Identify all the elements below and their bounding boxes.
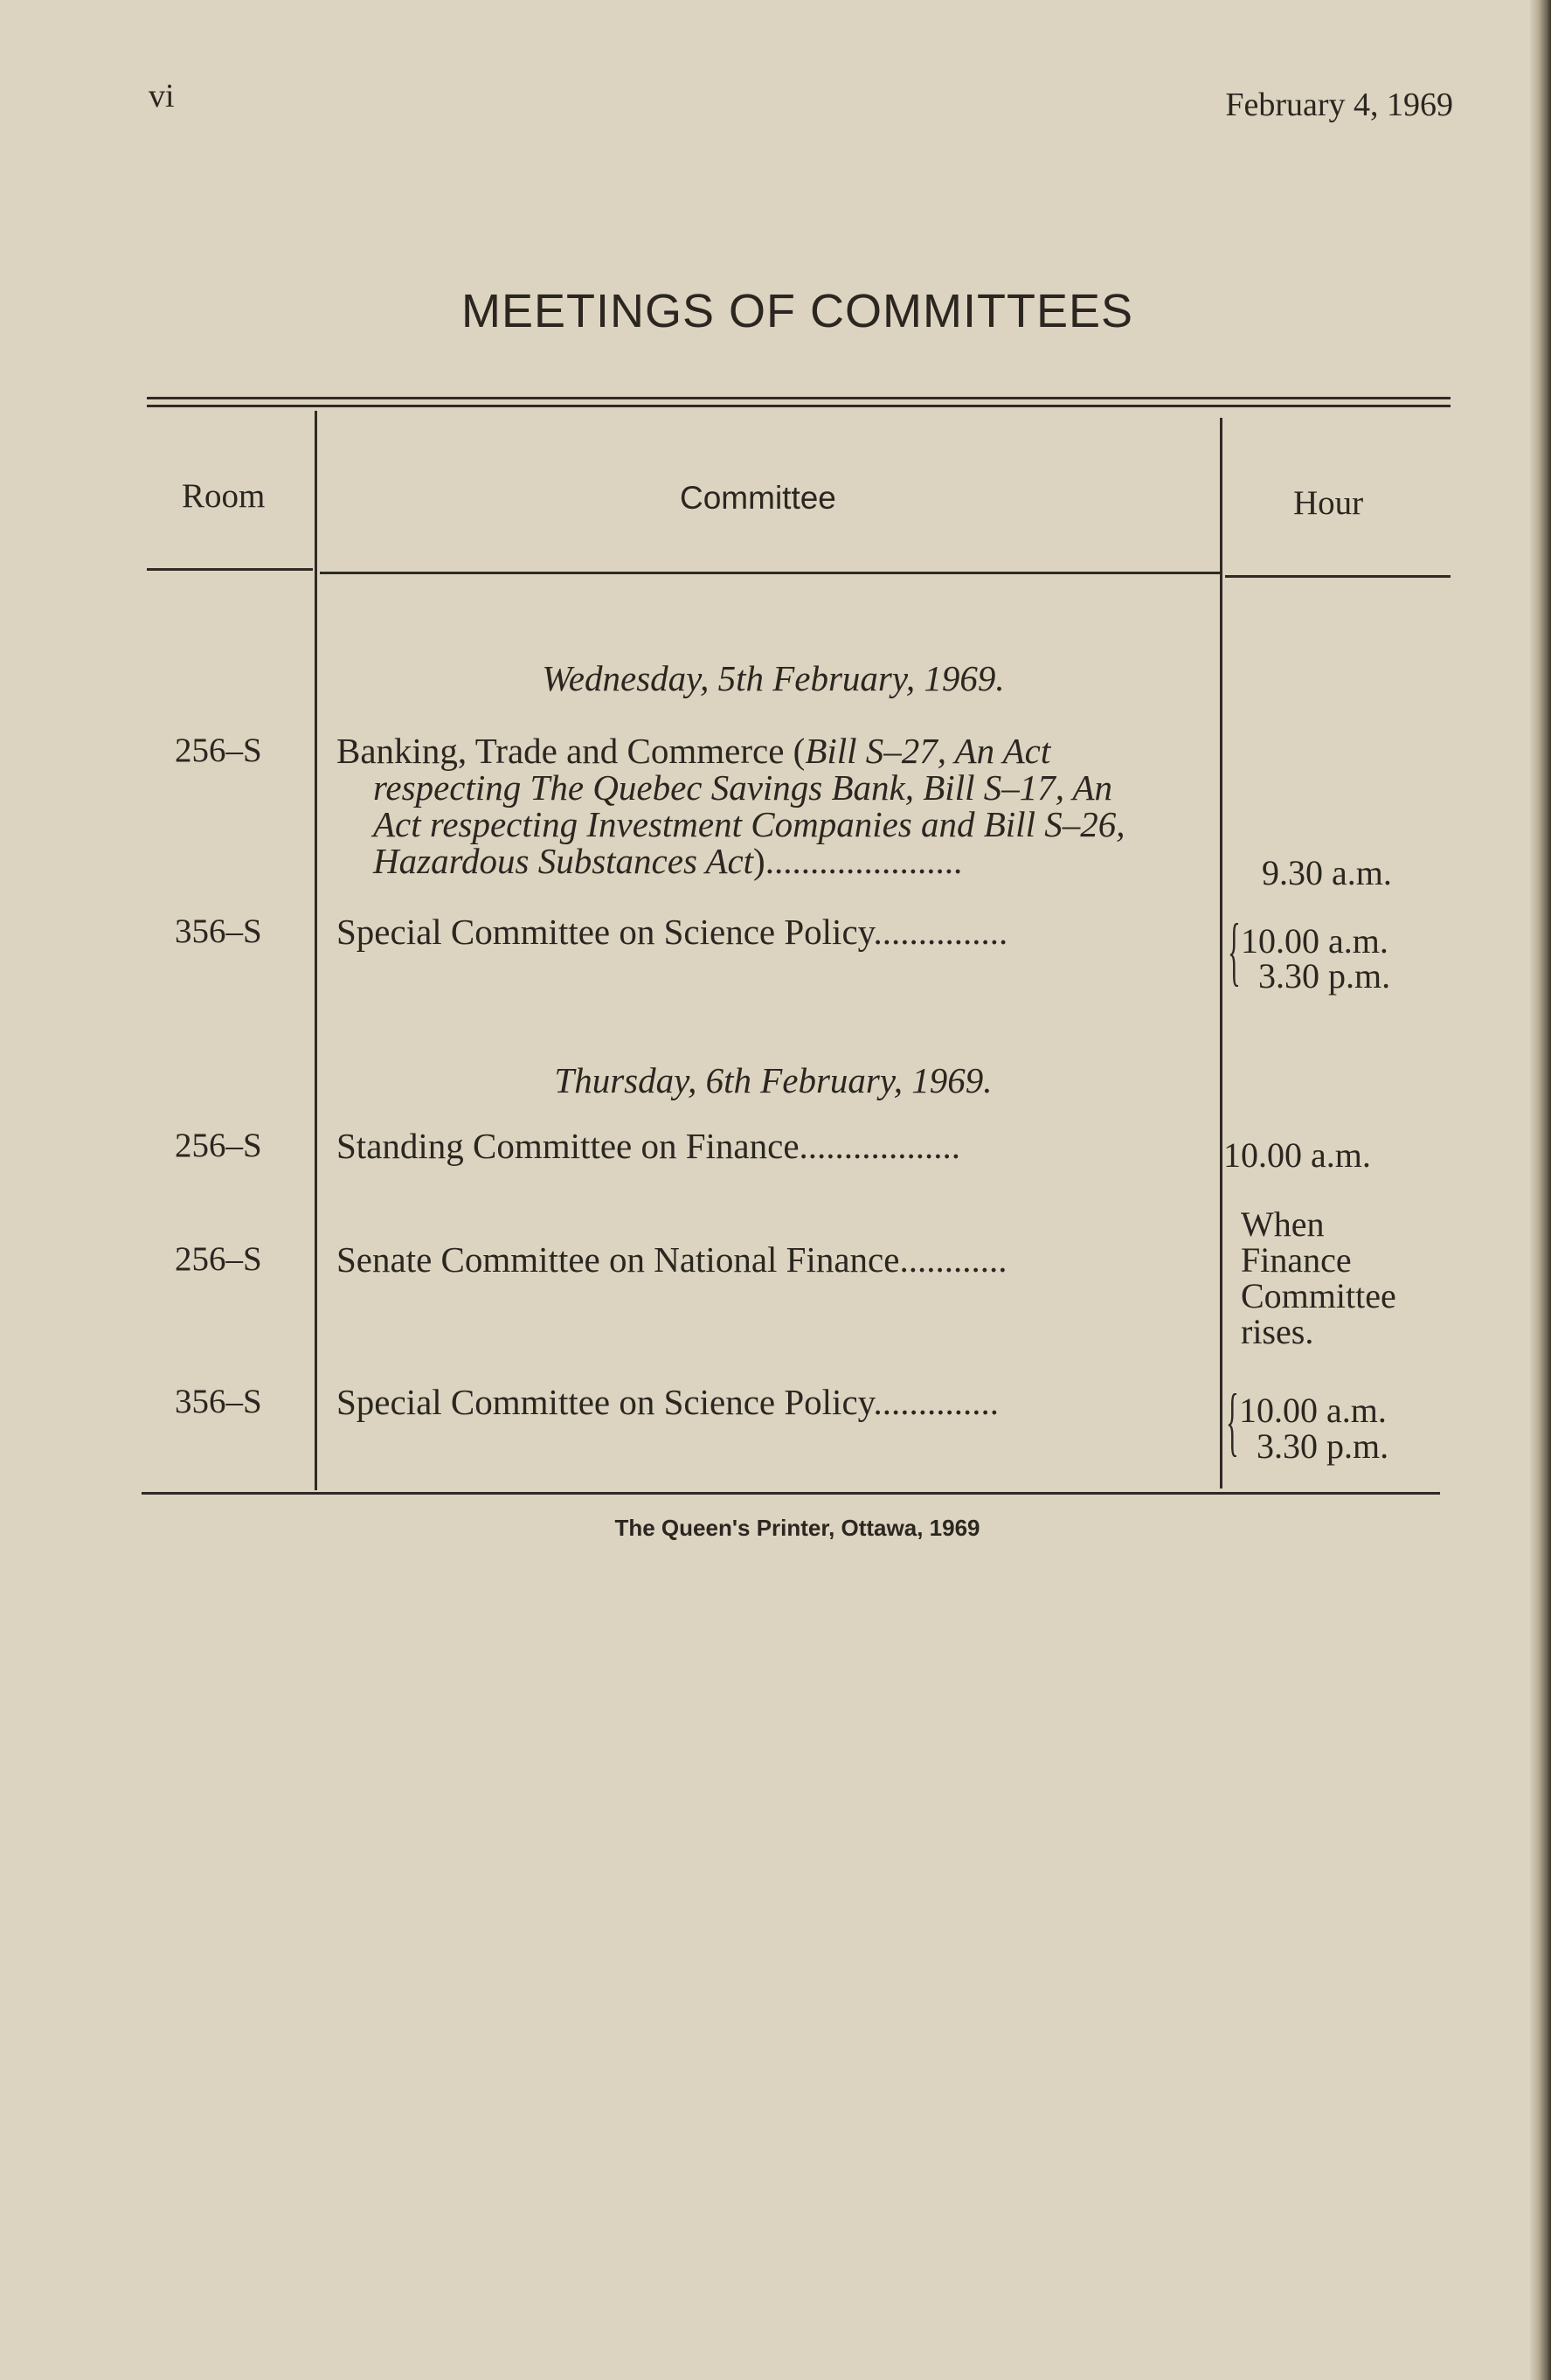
- hour-line: Finance: [1241, 1240, 1352, 1280]
- committee-line: [336, 843, 1193, 879]
- bill-text: Hazardous Substances Act: [373, 841, 754, 881]
- hour-line: rises.: [1241, 1312, 1314, 1351]
- bill-text: respecting The Quebec Savings Bank, Bill S–17, An: [373, 767, 1113, 808]
- hour-cell: 9.30 a.m.: [1262, 853, 1392, 892]
- column-header-committee: Committee: [680, 480, 836, 516]
- brace: {: [1228, 909, 1241, 994]
- page-title: MEETINGS OF COMMITTEES: [460, 285, 1133, 337]
- header-rule-room: [147, 568, 313, 571]
- committee-entry-finance: Standing Committee on Finance..................: [336, 1126, 961, 1166]
- top-rule-1: [147, 397, 1451, 399]
- room-cell: 356–S: [175, 1383, 262, 1420]
- committee-name: Banking, Trade and Commerce (: [336, 731, 806, 771]
- day-heading-thursday: Thursday, 6th February, 1969.: [554, 1060, 993, 1100]
- bill-text: Act respecting Investment Companies and Bill S–26,: [373, 804, 1125, 844]
- brace: {: [1226, 1379, 1239, 1464]
- day-heading-wednesday: Wednesday, 5th February, 1969.: [542, 658, 1005, 698]
- top-rule-2: [147, 405, 1451, 407]
- column-header-hour: Hour: [1293, 484, 1364, 522]
- page-date: February 4, 1969: [1225, 87, 1453, 123]
- committee-entry-science-policy: Special Committee on Science Policy...............: [336, 912, 1008, 952]
- room-cell: 256–S: [175, 732, 262, 769]
- room-cell: 356–S: [175, 912, 262, 950]
- column-header-room: Room: [182, 477, 266, 515]
- committee-line: [336, 732, 1193, 769]
- column-divider-left: [315, 411, 317, 1490]
- page-number: vi: [149, 78, 175, 114]
- hour-cell: 10.00 a.m.: [1223, 1135, 1371, 1175]
- hour-cell: 3.30 p.m.: [1257, 1426, 1389, 1466]
- leader-dots: )......................: [753, 841, 963, 881]
- room-cell: 256–S: [175, 1240, 262, 1278]
- column-divider-right: [1220, 418, 1222, 1488]
- hour-line: Committee: [1241, 1276, 1396, 1315]
- committee-entry-national-finance: Senate Committee on National Finance............: [336, 1239, 1007, 1280]
- bill-text: Bill S–27, An Act: [805, 731, 1051, 771]
- hour-cell: 3.30 p.m.: [1258, 956, 1391, 996]
- hour-cell: 10.00 a.m.: [1239, 1391, 1387, 1430]
- hour-cell: 10.00 a.m.: [1241, 921, 1388, 961]
- room-cell: 256–S: [175, 1127, 262, 1164]
- bottom-rule: [142, 1492, 1440, 1495]
- header-rule-committee: [320, 572, 1220, 574]
- page-edge: [1530, 0, 1551, 2380]
- header-rule-hour: [1225, 575, 1451, 578]
- committee-entry-science-policy: Special Committee on Science Policy..............: [336, 1382, 999, 1422]
- printer-footer: The Queen's Printer, Ottawa, 1969: [614, 1515, 980, 1541]
- hour-line: When: [1241, 1204, 1325, 1244]
- hour-cell-when-rises: [1241, 1206, 1396, 1350]
- committee-entry-banking: [336, 732, 1193, 879]
